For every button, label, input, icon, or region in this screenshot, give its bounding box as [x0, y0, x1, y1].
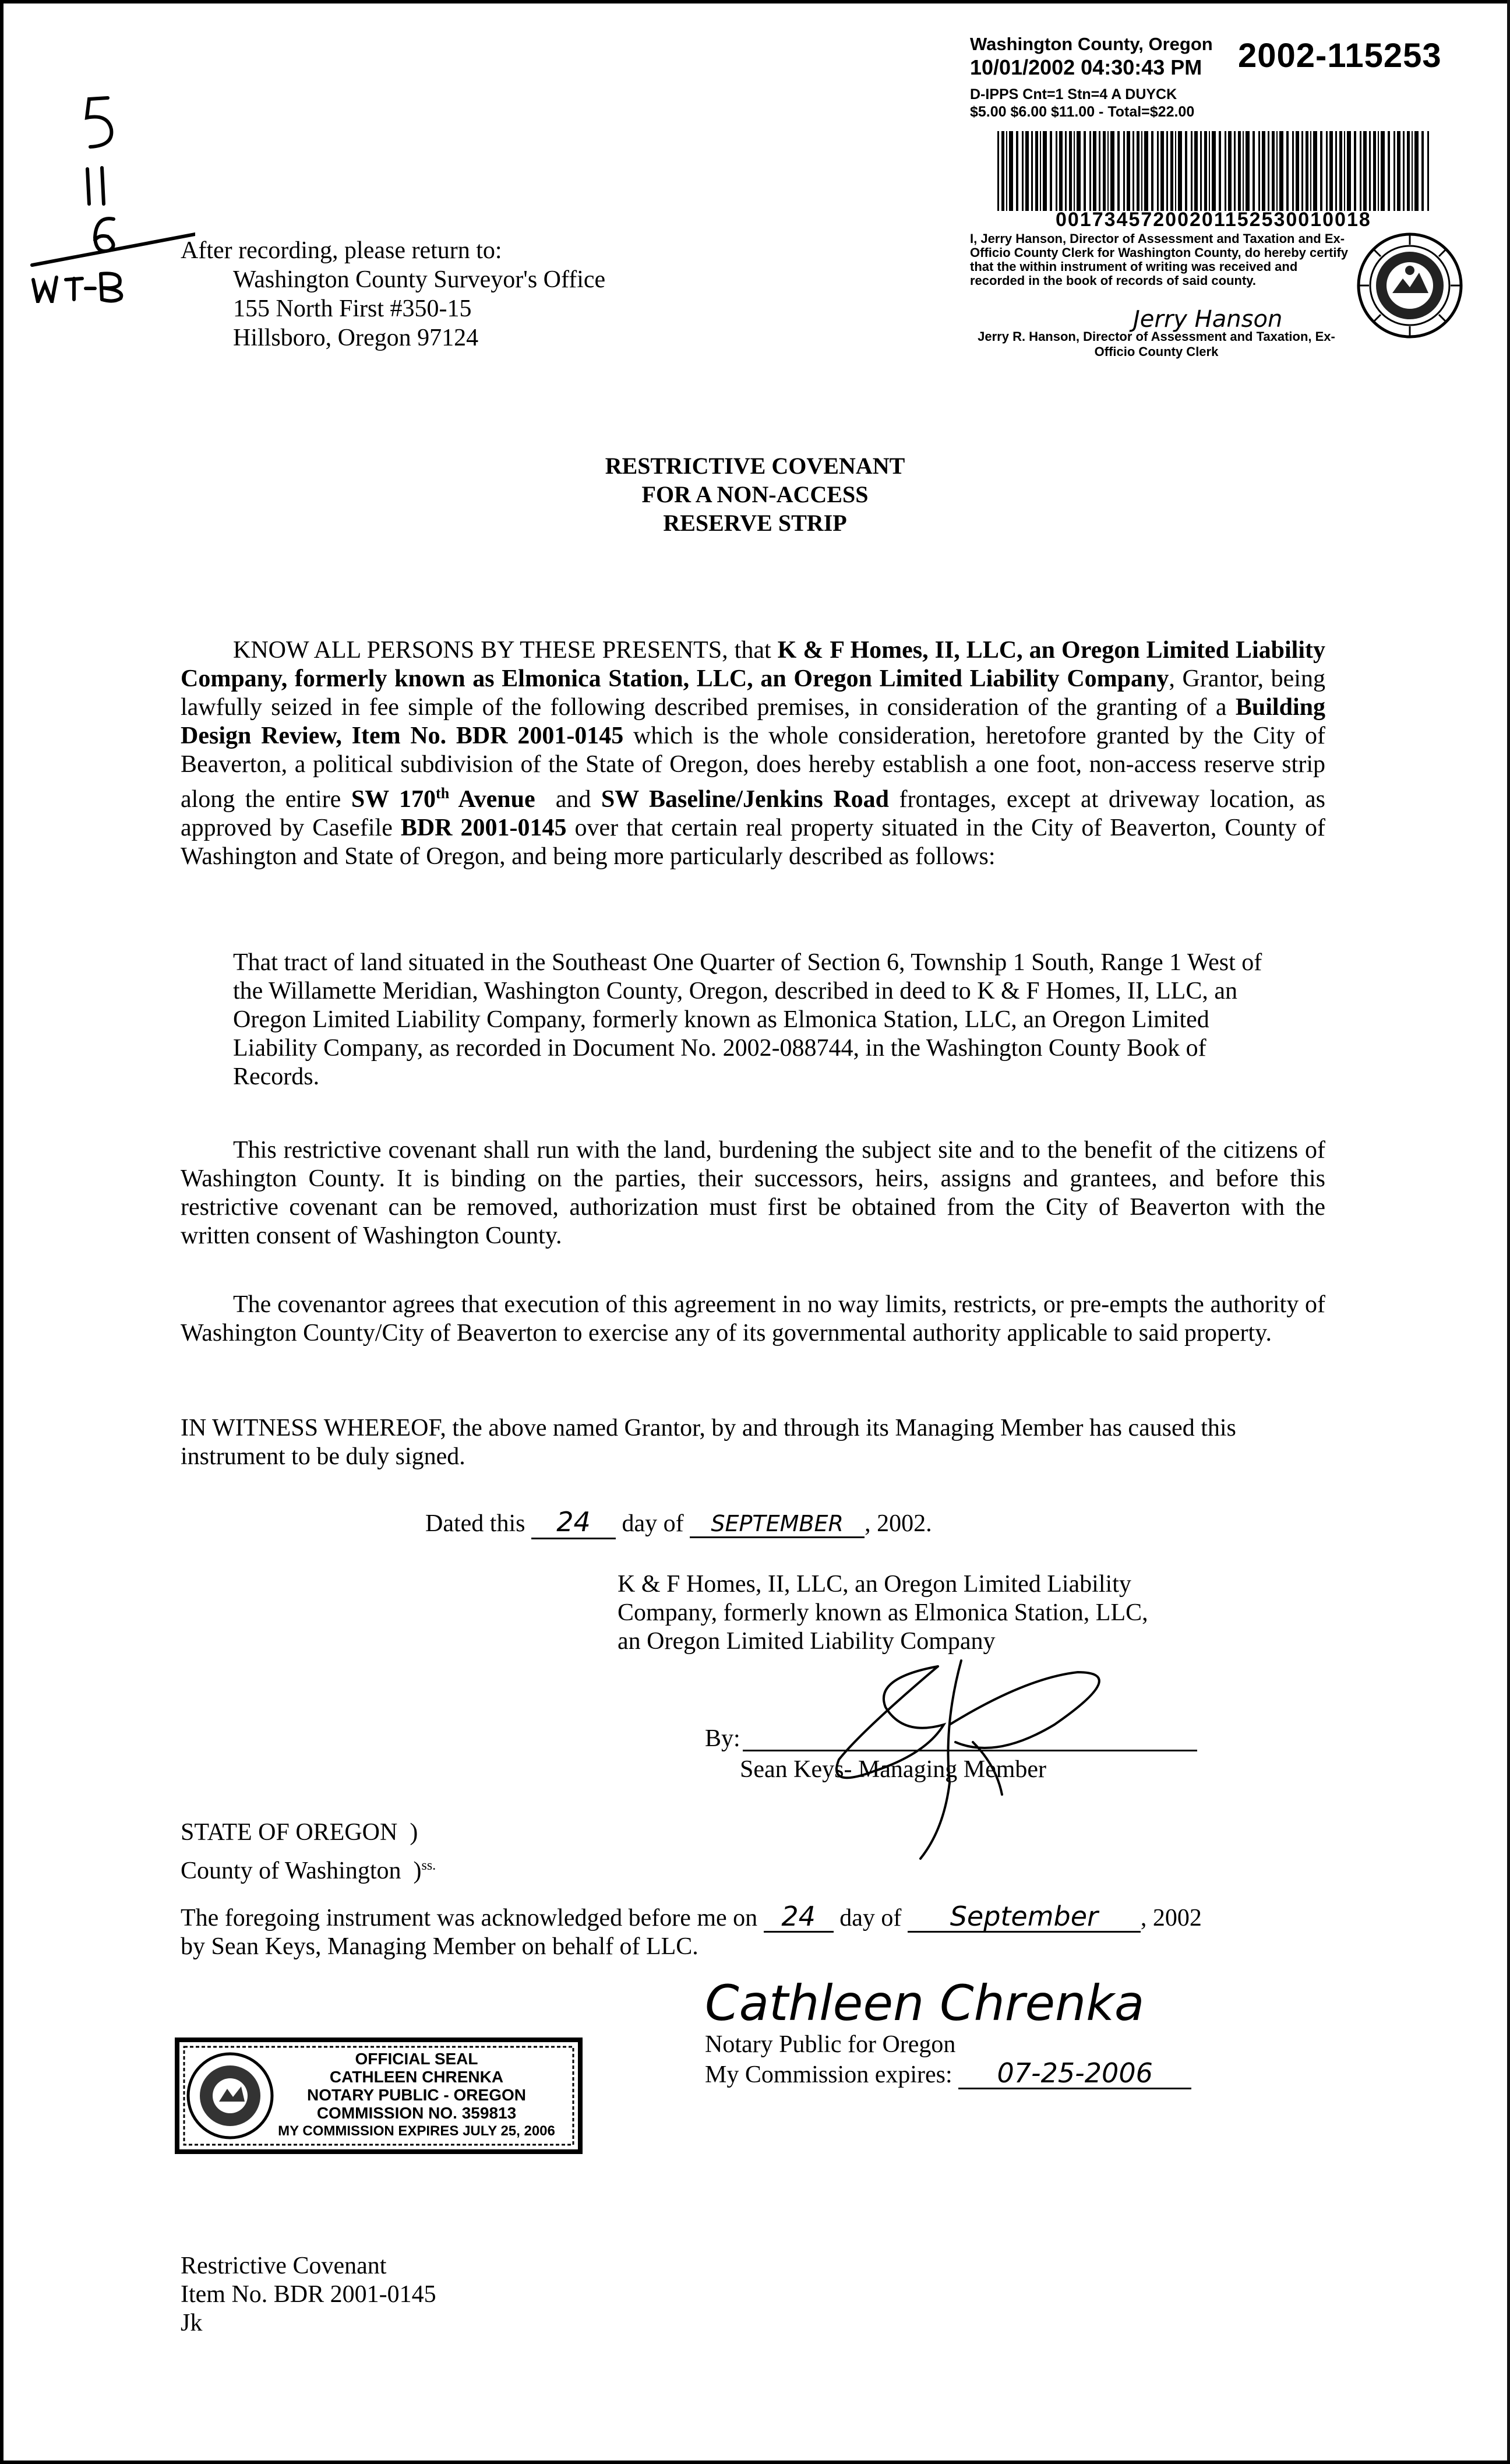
- seal-line-3: NOTARY PUBLIC - OREGON: [307, 2086, 526, 2104]
- barcode-bar: [1360, 131, 1361, 211]
- barcode-bar: [1141, 131, 1142, 211]
- barcode-bar: [1329, 131, 1333, 211]
- grantor-line-1: K & F Homes, II, LLC, an Oregon Limited Liability: [618, 1571, 1131, 1598]
- barcode-bar: [1258, 131, 1260, 211]
- page-border-left: [0, 0, 3, 2464]
- barcode-bar: [1065, 131, 1067, 211]
- grantor-block: [618, 1570, 1375, 1656]
- barcode-bar: [1276, 131, 1278, 211]
- barcode-bar: [1381, 131, 1385, 211]
- barcode-bar: [1093, 131, 1096, 211]
- dated-line: [425, 1506, 932, 1539]
- return-line-city: Hillsboro, Oregon 97124: [233, 325, 479, 351]
- para1-road1-rest: Avenue: [449, 786, 535, 813]
- seal-line-5: MY COMMISSION EXPIRES JULY 25, 2006: [278, 2123, 555, 2139]
- barcode-bar: [1040, 131, 1041, 211]
- paragraph-legal-description: That tract of land situated in the Southeast One Quarter of Section 6, Township 1 South, Range 1 West of the Willamette Meridian, Washington County, Oregon, described in deed to K & F Homes, II, LLC, an Oregon Limited Liability Company, formerly known as Elmonica Station, LLC, an Oregon Limited Liability Company, as recorded in Document No. 2002-088744, in the Washington County Book of Records.: [233, 949, 1262, 1090]
- ack-mid: day of: [833, 1905, 908, 1931]
- recording-datetime: 10/01/2002 04:30:43 PM: [970, 55, 1202, 79]
- county-seal-icon: [1356, 232, 1464, 340]
- venue-ss: ss.: [421, 1858, 436, 1873]
- barcode-bar: [1219, 131, 1221, 211]
- barcode-icon: [997, 131, 1431, 211]
- signer-name-title: Sean Keys- Managing Member: [740, 1756, 1047, 1783]
- barcode-bar: [1107, 131, 1109, 211]
- para1-lead: KNOW ALL PERSONS BY THESE PRESENTS, that: [233, 637, 778, 664]
- barcode-bar: [1228, 131, 1232, 211]
- clerk-signature: Jerry Hanson: [1133, 306, 1283, 333]
- barcode-bar: [1354, 131, 1356, 211]
- seal-line-1: OFFICIAL SEAL: [355, 2050, 478, 2068]
- dated-prefix: Dated this: [425, 1510, 531, 1537]
- barcode-bar: [1056, 131, 1057, 211]
- dated-suffix: , 2002.: [865, 1510, 932, 1537]
- ack-prefix: The foregoing instrument was acknowledged before me on: [181, 1905, 764, 1931]
- barcode-bar: [1286, 131, 1289, 211]
- barcode-bar: [997, 131, 999, 211]
- barcode-bar: [1175, 131, 1176, 211]
- para1-middle2: which is the whole consideration, heretofore granted by the City of Beaverton, a political subdivision of the State of Oregon, does hereby establish a one foot, non-access reserve strip along the entire: [181, 722, 1325, 813]
- commission-date: 07-25-2006: [958, 2059, 1191, 2089]
- para1-road1: SW 170: [351, 786, 436, 813]
- recording-certification: I, Jerry Hanson, Director of Assessment and Taxation and Ex-Officio County Clerk for Washington County, do hereby certify that the within instrument of writing was received and recorded in the book of records of said county.: [970, 231, 1349, 288]
- seal-line-4: COMMISSION NO. 359813: [316, 2104, 517, 2122]
- barcode-bar: [1074, 131, 1075, 211]
- recording-station: D-IPPS Cnt=1 Stn=4 A DUYCK: [970, 86, 1177, 103]
- title-line-3: RESERVE STRIP: [663, 510, 847, 536]
- barcode-bar: [1393, 131, 1395, 211]
- barcode-bar: [1296, 131, 1299, 211]
- barcode-bar: [1326, 131, 1328, 211]
- notary-title: Notary Public for Oregon: [705, 2031, 956, 2058]
- return-heading: After recording, please return to:: [181, 237, 502, 264]
- barcode-bar: [1427, 131, 1429, 211]
- barcode-bar: [1243, 131, 1244, 211]
- title-line-1: RESTRICTIVE COVENANT: [605, 453, 905, 479]
- barcode-bar: [1414, 131, 1419, 211]
- barcode-bar: [1421, 131, 1424, 211]
- footer-line-1: Restrictive Covenant: [181, 2253, 387, 2279]
- barcode-bar: [1262, 131, 1265, 211]
- para1-tail: over that certain real property situated in the City of Beaverton, County of Washington and State of Oregon, and being more particularly described as follows:: [181, 815, 1326, 870]
- barcode-bar: [1212, 131, 1216, 211]
- notary-block: [705, 2031, 1191, 2089]
- notary-seal-text: [265, 2050, 568, 2140]
- barcode-bar: [1225, 131, 1226, 211]
- barcode-bar: [1077, 131, 1081, 211]
- barcode-bar: [1099, 131, 1100, 211]
- dated-day: 24: [531, 1506, 616, 1539]
- barcode-bar: [1373, 131, 1376, 211]
- barcode-bar: [1035, 131, 1038, 211]
- by-label: By:: [705, 1725, 740, 1752]
- clerk-name-title: Jerry R. Hanson, Director of Assessment and Taxation, Ex-Officio County Clerk: [978, 329, 1335, 359]
- barcode-bar: [1310, 131, 1311, 211]
- barcode-bar: [1268, 131, 1269, 211]
- para1-middle: , Grantor, being lawfully seized in fee simple of the following described premises, in consideration of the granting of a: [181, 665, 1325, 721]
- barcode-bar: [1369, 131, 1371, 211]
- ack-day: 24: [764, 1902, 834, 1933]
- barcode-bar: [1347, 131, 1351, 211]
- return-line-office: Washington County Surveyor's Office: [233, 266, 606, 293]
- barcode-bar: [1397, 131, 1400, 211]
- footer-block: [181, 2252, 436, 2338]
- barcode-bar: [1025, 131, 1029, 211]
- barcode-bar: [1089, 131, 1091, 211]
- paragraph-know-all-persons: [181, 636, 1325, 871]
- barcode-bar: [1001, 131, 1004, 211]
- barcode-number: 00173457200201152530010018: [1056, 209, 1371, 231]
- recording-fees: $5.00 $6.00 $11.00 - Total=$22.00: [970, 104, 1195, 120]
- ack-suffix: , 2002: [1140, 1905, 1202, 1931]
- grantor-line-2: Company, formerly known as Elmonica Station, LLC,: [618, 1599, 1148, 1626]
- document-title: [0, 452, 1510, 537]
- barcode-bar: [1313, 131, 1317, 211]
- ack-line-2: by Sean Keys, Managing Member on behalf of LLC.: [181, 1933, 698, 1960]
- barcode-bar: [1117, 131, 1120, 211]
- barcode-bar: [1185, 131, 1187, 211]
- barcode-bar: [1407, 131, 1410, 211]
- venue-state: STATE OF OREGON ): [181, 1819, 418, 1846]
- recording-county: Washington County, Oregon: [970, 34, 1213, 54]
- barcode-bar: [1103, 131, 1106, 211]
- barcode-bar: [1238, 131, 1241, 211]
- barcode-bar: [1151, 131, 1153, 211]
- barcode-bar: [1050, 131, 1052, 211]
- seal-line-2: CATHLEEN CHRENKA: [329, 2068, 504, 2086]
- barcode-bar: [1204, 131, 1207, 211]
- barcode-bar: [1016, 131, 1018, 211]
- barcode-bar: [1166, 131, 1168, 211]
- barcode-bar: [1127, 131, 1130, 211]
- margin-handwritten-note: [20, 82, 195, 303]
- page-border-right: [1507, 0, 1510, 2464]
- barcode-bar: [1246, 131, 1250, 211]
- barcode-bar: [1160, 131, 1164, 211]
- para1-road2: SW Baseline/Jenkins Road: [601, 786, 890, 813]
- para1-grantor: K & F Homes, II, LLC, an Oregon Limited Liability Company, formerly known as Elmonica Station, LLC, an Oregon Limited Liability Company: [181, 637, 1325, 692]
- barcode-bar: [1209, 131, 1210, 211]
- barcode-bar: [1194, 131, 1198, 211]
- para1-review: Building Design Review, Item No. BDR 2001-0145: [181, 694, 1325, 749]
- barcode-bar: [1144, 131, 1148, 211]
- barcode-bar: [1335, 131, 1337, 211]
- footer-line-3: Jk: [181, 2310, 203, 2336]
- barcode-bar: [1178, 131, 1182, 211]
- barcode-bar: [1084, 131, 1086, 211]
- paragraph-covenantor-agrees: The covenantor agrees that execution of this agreement in no way limits, restricts, or pre-empts the authority of Washington County/City of Beaverton to exercise any of its governmental authority applicable to said property.: [181, 1291, 1325, 1346]
- dated-mid: day of: [615, 1510, 690, 1537]
- barcode-bar: [1043, 131, 1047, 211]
- grantor-line-3: an Oregon Limited Liability Company: [618, 1628, 996, 1655]
- barcode-bar: [1069, 131, 1072, 211]
- barcode-bar: [1279, 131, 1283, 211]
- barcode-bar: [1137, 131, 1139, 211]
- barcode-bar: [1132, 131, 1134, 211]
- barcode-bar: [1344, 131, 1345, 211]
- page-border-top: [0, 0, 1510, 3]
- barcode-bar: [1200, 131, 1202, 211]
- barcode-bar: [1234, 131, 1236, 211]
- return-line-street: 155 North First #350-15: [233, 295, 472, 322]
- para1-road1-sup: th: [436, 785, 450, 802]
- barcode-bar: [1301, 131, 1303, 211]
- barcode-bar: [1412, 131, 1413, 211]
- barcode-bar: [1191, 131, 1193, 211]
- barcode-bar: [1363, 131, 1367, 211]
- dated-month: SEPTEMBER: [690, 1511, 865, 1538]
- para1-and: and: [535, 786, 601, 813]
- venue-county: [181, 1849, 436, 1888]
- title-line-2: FOR A NON-ACCESS: [641, 481, 869, 507]
- barcode-bar: [1292, 131, 1294, 211]
- barcode-bar: [1006, 131, 1007, 211]
- barcode-bar: [1009, 131, 1013, 211]
- venue-county-text: County of Washington ): [181, 1857, 422, 1884]
- acknowledgment: [181, 1902, 1340, 1961]
- barcode-bar: [1403, 131, 1405, 211]
- ack-month: September: [908, 1902, 1141, 1933]
- barcode-bar: [1059, 131, 1063, 211]
- barcode-bar: [1306, 131, 1308, 211]
- para1-middle3: frontages, except at driveway location, as approved by Casefile: [181, 786, 1325, 841]
- document-number: 2002-115253: [1238, 37, 1442, 75]
- barcode-bar: [1031, 131, 1033, 211]
- barcode-bar: [1320, 131, 1322, 211]
- paragraph-run-with-land: This restrictive covenant shall run with the land, burdening the subject site and to the benefit of the citizens of Washington County. It is binding on the parties, their successors, heirs, assigns and grantees, and before this restrictive covenant can be removed, authorization must first be obtained from the City of Beaverton with the written consent of Washington County.: [181, 1137, 1325, 1249]
- commission-label: My Commission expires:: [705, 2061, 952, 2088]
- barcode-bar: [1157, 131, 1159, 211]
- barcode-bar: [1022, 131, 1024, 211]
- barcode-bar: [1339, 131, 1342, 211]
- barcode-bar: [1272, 131, 1275, 211]
- barcode-bar: [1253, 131, 1255, 211]
- footer-line-2: Item No. BDR 2001-0145: [181, 2281, 436, 2308]
- barcode-bar: [1378, 131, 1379, 211]
- barcode-bar: [1388, 131, 1390, 211]
- paragraph-witness-whereof: IN WITNESS WHEREOF, the above named Grantor, by and through its Managing Member has caused this instrument to be duly signed.: [181, 1415, 1236, 1470]
- barcode-bar: [1123, 131, 1125, 211]
- para1-casefile: BDR 2001-0145: [400, 815, 567, 841]
- grantor-signature: [804, 1655, 1142, 1864]
- barcode-bar: [1170, 131, 1173, 211]
- return-address: [181, 236, 605, 352]
- venue-block: [181, 1816, 436, 1888]
- page-border-bottom: [0, 2461, 1510, 2464]
- barcode-bar: [1110, 131, 1114, 211]
- notary-signature: Cathleen Chrenka: [705, 1975, 1145, 2032]
